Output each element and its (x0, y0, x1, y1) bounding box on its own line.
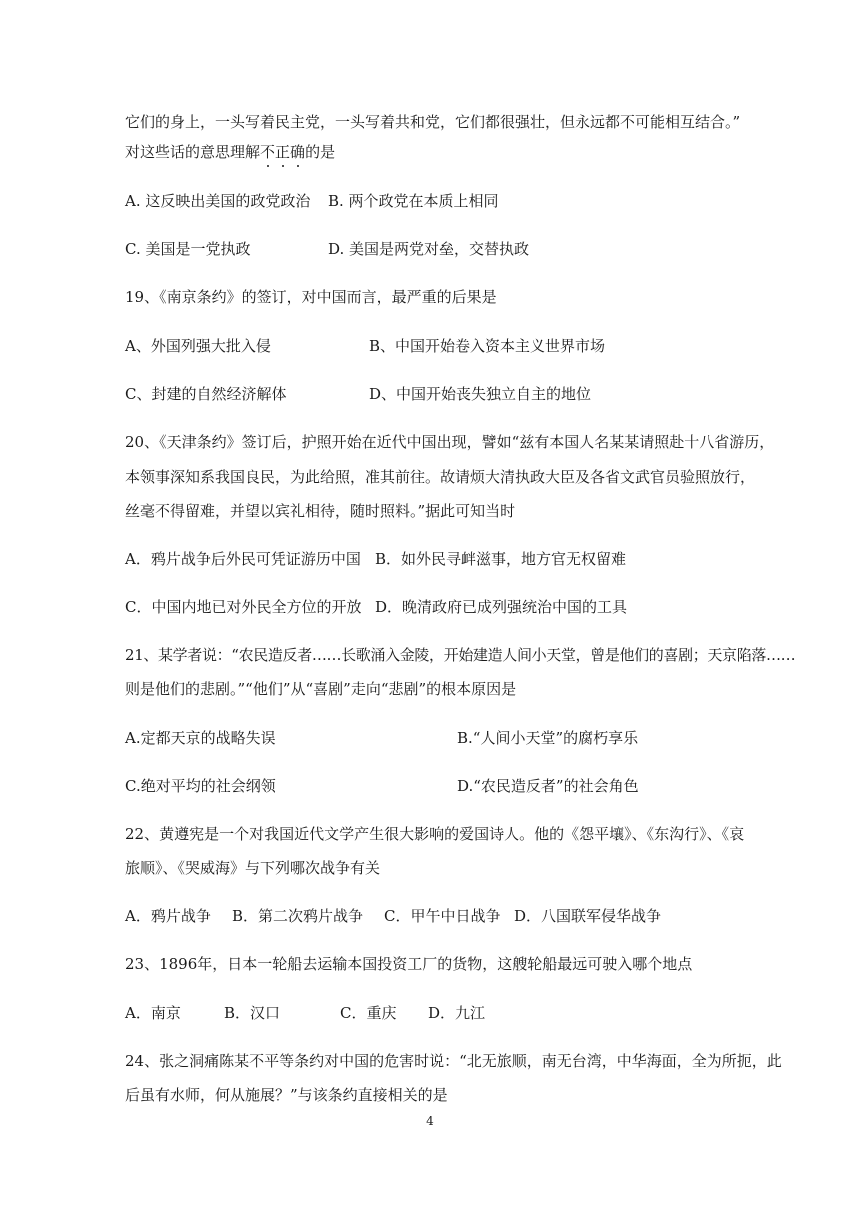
q19-option-a: A、外国列强大批入侵 (125, 337, 271, 355)
q22-option-c: C．甲午中日战争 (384, 907, 501, 925)
q21-stem-line-1: 21、某学者说：“农民造反者……长歌涌入金陵，开始建造人间小天堂，曾是他们的喜剧；天京陷落…… (125, 646, 796, 664)
q18-option-b: B. 两个政党在本质上相同 (328, 192, 499, 210)
q21-option-a: A.定都天京的战略失误 (125, 729, 276, 747)
q23-option-d: D．九江 (428, 1004, 486, 1022)
q22-stem-line-2: 旅顺》、《哭威海》与下列哪次战争有关 (125, 859, 381, 877)
q21-option-d: D.“农民造反者”的社会角色 (457, 777, 639, 795)
q18-quote-line: 它们的身上，一头写着民主党，一头写着共和党，它们都很强壮，但永远都不可能相互结合。” (125, 113, 741, 131)
q23-option-a: A．南京 (125, 1004, 181, 1022)
q21-stem-line-2: 则是他们的悲剧。”“他们”从“喜剧”走向“悲剧”的根本原因是 (125, 680, 517, 698)
q18-stem-pre: 对这些话的意思理解 (125, 143, 261, 161)
q18-emphasis-char: 确 (290, 143, 306, 161)
q23-option-b: B．汉口 (224, 1004, 281, 1022)
q22-option-b: B．第二次鸦片战争 (232, 907, 364, 925)
q20-stem-line-1: 20、《天津条约》签订后，护照开始在近代中国出现，譬如“兹有本国人名某某请照赴十八省游历， (125, 433, 775, 451)
q18-option-c: C. 美国是一党执政 (125, 240, 251, 258)
q21-option-b: B.“人间小天堂”的腐朽享乐 (457, 729, 639, 747)
q24-stem-line-1: 24、张之洞痛陈某不平等条约对中国的危害时说：“北无旅顺，南无台湾，中华海面，全为所扼，此 (125, 1052, 782, 1070)
q18-emphasis-char: 正 (275, 143, 291, 161)
q18-emphasis-char: 不 (260, 143, 276, 161)
q20-stem-line-3: 丝毫不得留难，并望以宾礼相待，随时照料。”据此可知当时 (125, 502, 516, 520)
q18-stem-post: 的是 (305, 143, 336, 161)
q22-stem-line-1: 22、黄遵宪是一个对我国近代文学产生很大影响的爱国诗人。他的《怨平壤》、《东沟行》、《哀 (125, 825, 745, 843)
q20-option-d: D．晚清政府已成列强统治中国的工具 (375, 598, 628, 616)
q20-option-b: B．如外民寻衅滋事，地方官无权留难 (375, 550, 627, 568)
q22-option-a: A．鸦片战争 (125, 907, 211, 925)
q22-option-d: D．八国联军侵华战争 (514, 907, 662, 925)
q20-option-c: C．中国内地已对外民全方位的开放 (125, 598, 362, 616)
q19-option-d: D、中国开始丧失独立自主的地位 (369, 385, 592, 403)
q24-stem-line-2: 后虽有水师，何从施展？”与该条约直接相关的是 (125, 1086, 448, 1104)
q18-stem (125, 142, 335, 162)
q19-option-c: C、封建的自然经济解体 (125, 385, 287, 403)
q19-option-b: B、中国开始卷入资本主义世界市场 (369, 337, 606, 355)
q20-stem-line-2: 本领事深知系我国良民，为此给照，准其前往。故请烦大清执政大臣及各省文武官员验照放行， (125, 468, 756, 486)
q18-emphasis (260, 143, 305, 161)
q18-option-d: D. 美国是两党对垒，交替执政 (328, 240, 530, 258)
q23-option-c: C．重庆 (340, 1004, 397, 1022)
q18-option-a: A. 这反映出美国的政党政治 (125, 192, 311, 210)
q19-stem: 19、《南京条约》的签订，对中国而言，最严重的后果是 (125, 288, 497, 306)
q20-option-a: A．鸦片战争后外民可凭证游历中国 (125, 550, 361, 568)
page-number: 4 (426, 1114, 434, 1128)
q23-stem: 23、1896年，日本一轮船去运输本国投资工厂的货物，这艘轮船最远可驶入哪个地点 (125, 955, 693, 973)
q21-option-c: C.绝对平均的社会纲领 (125, 777, 276, 795)
